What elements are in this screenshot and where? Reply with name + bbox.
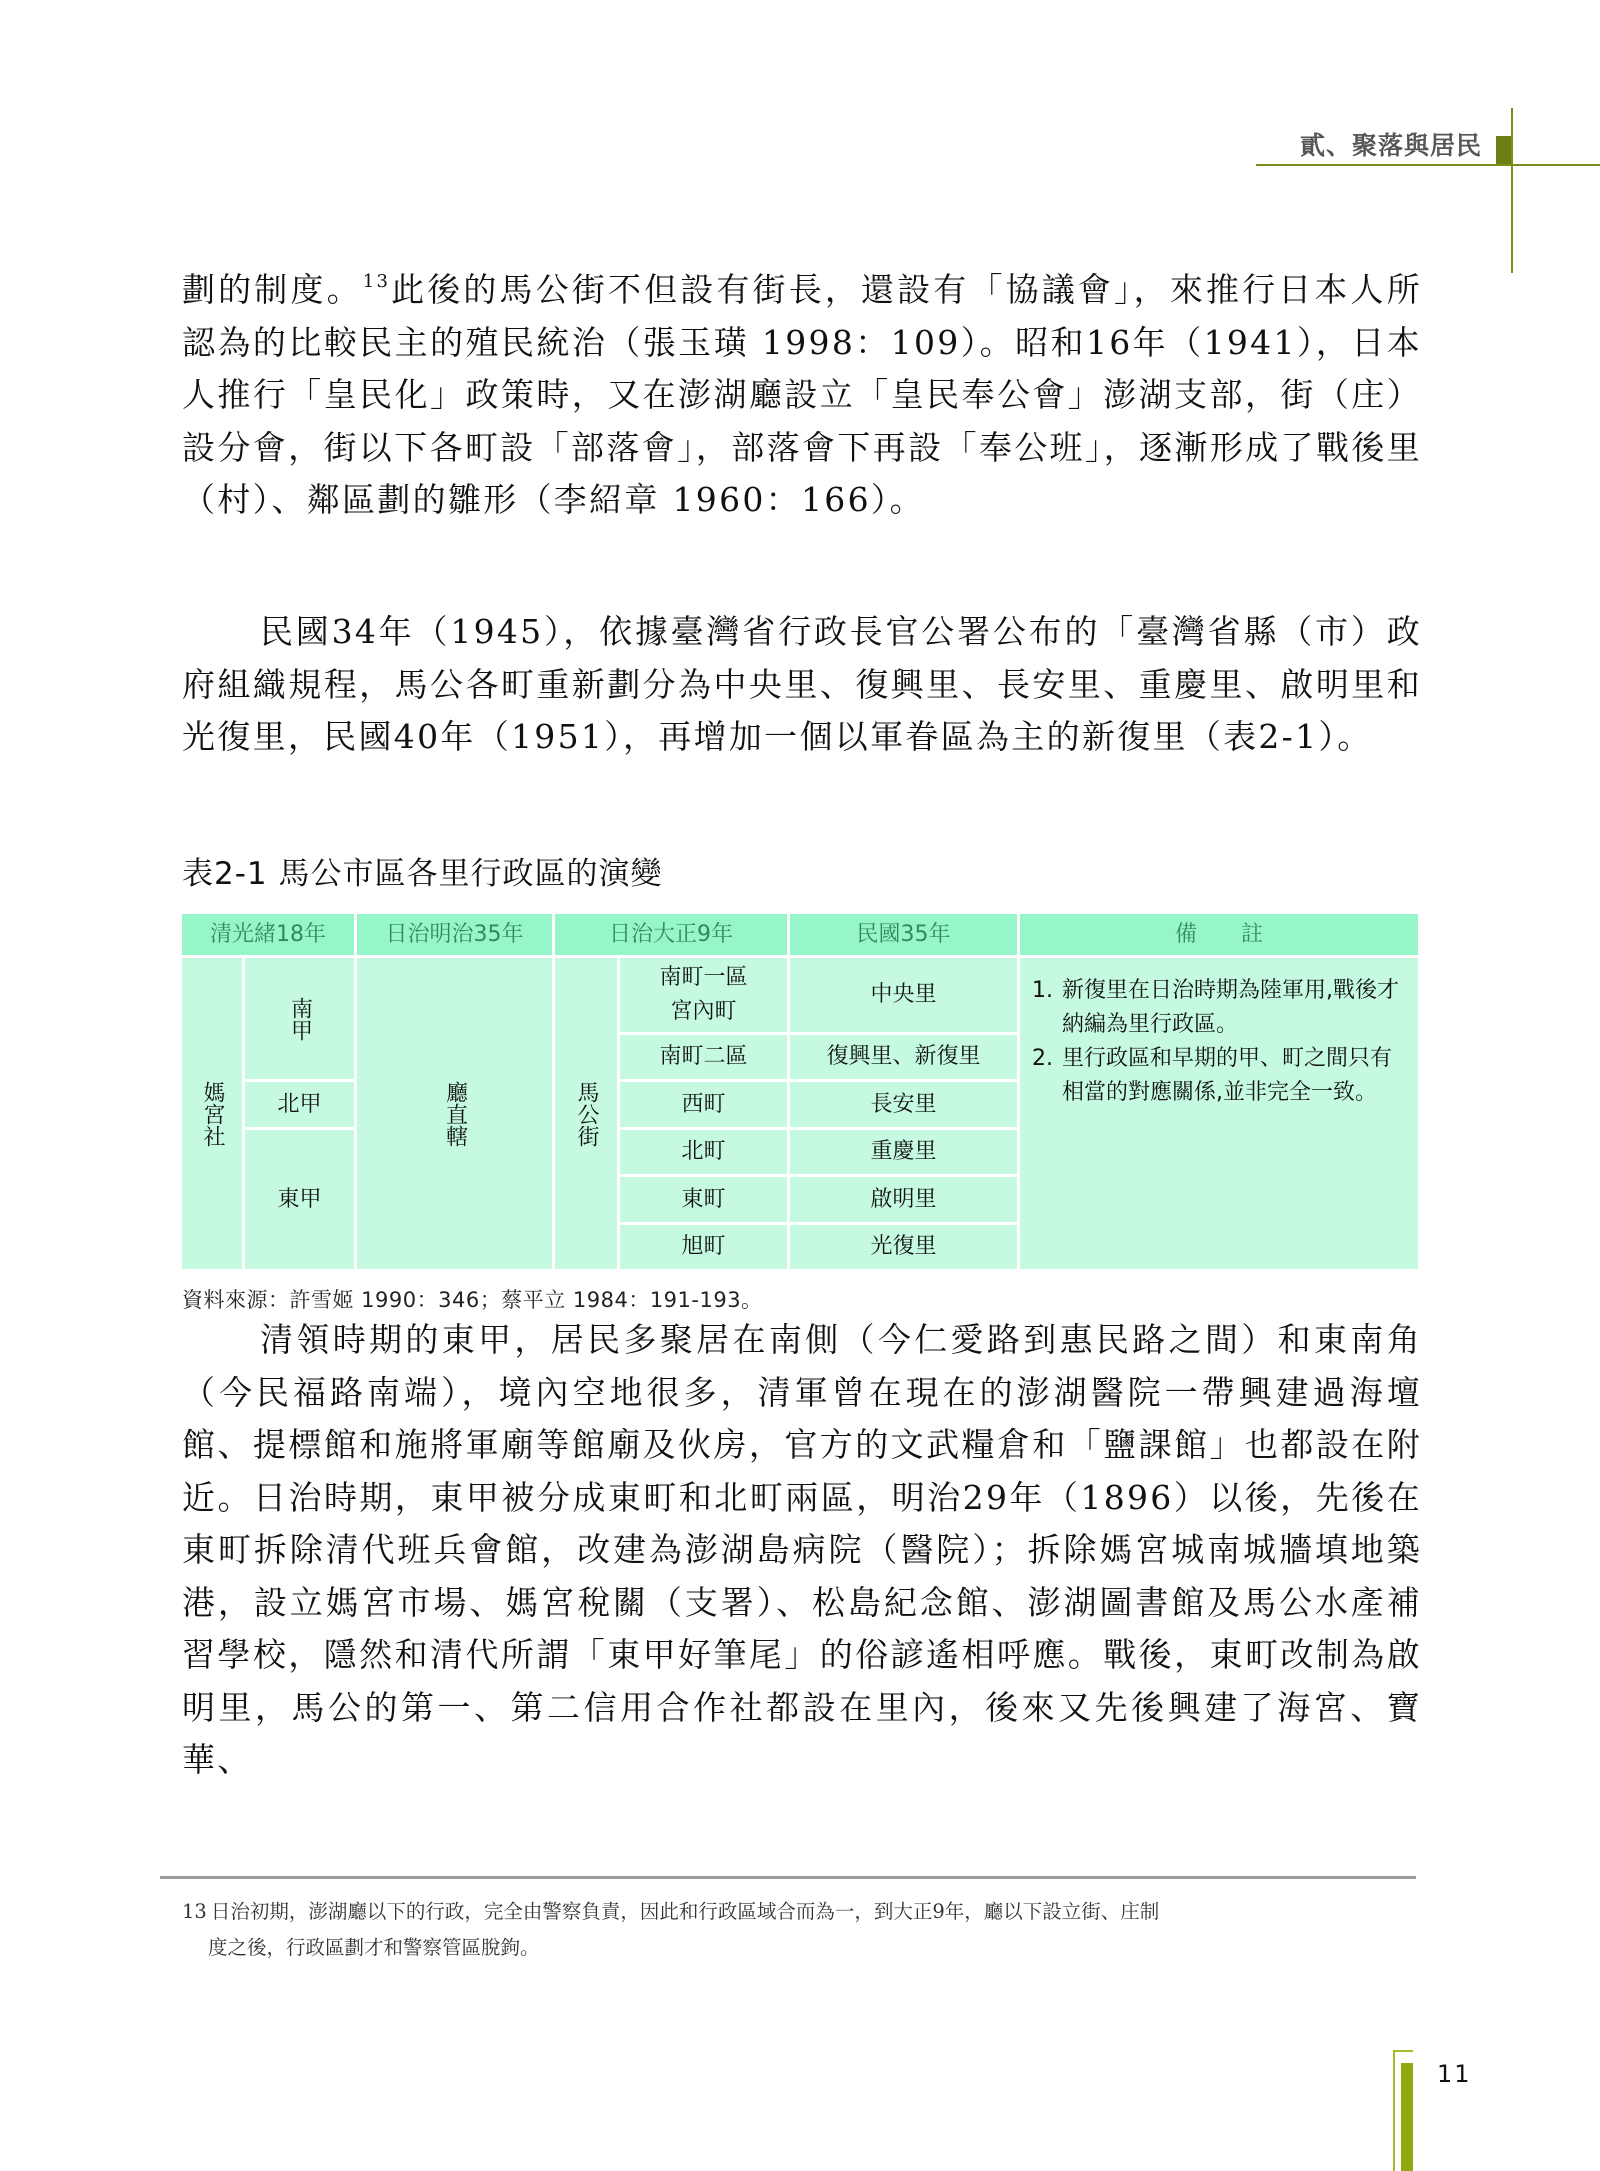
paragraph-3: 清領時期的東甲，居民多聚居在南側（今仁愛路到惠民路之間）和東南角（今民福路南端），境內空地很多，清軍曾在現在的澎湖醫院一帶興建過海壇館、提標館和施將軍廟等館廟及伙房，官方的文武糧倉和「鹽課館」也都設在附近。日治時期，東甲被分成東町和北町兩區，明治29年（1896）以後，先後在東町拆除清代班兵會館，改建為澎湖島病院（醫院）；拆除媽宮城南城牆填地築港，設立媽宮市場、媽宮稅關（支署）、松島紀念館、澎湖圖書館及馬公水產補習學校，隱然和清代所謂「東甲好筆尾」的俗諺遙相呼應。戰後，東町改制為啟明里，馬公的第一、第二信用合作社都設在里內，後來又先後興建了海宮、寶華、 xyxy=(182,1320,1422,1779)
machi-1-line-1: 南町一區 xyxy=(659,965,748,990)
cell-qing-jia-north: 北甲 xyxy=(245,1082,357,1130)
paragraph-2: 民國34年（1945），依據臺灣省行政長官公署公布的「臺灣省縣（市）政府組織規程，馬公各町重新劃分為中央里、復興里、長安里、重慶里、啟明里和光復里，民國40年（1951），再增加一個以軍眷區為主的新復里（表2-1）。 xyxy=(182,612,1422,756)
cell-qing-she xyxy=(182,958,245,1272)
table-header-minguo: 民國35年 xyxy=(790,914,1020,958)
cell-machi-6: 旭町 xyxy=(620,1225,790,1272)
meiji-label: 廳直轄 xyxy=(442,1080,468,1147)
cell-li-3: 長安里 xyxy=(790,1082,1020,1130)
cell-machi-3: 西町 xyxy=(620,1082,790,1130)
cell-li-2: 復興里、新復里 xyxy=(790,1035,1020,1082)
page-number-outline xyxy=(1393,2050,1395,2171)
table-source: 資料來源：許雪姬 1990：346；蔡平立 1984：191-193。 xyxy=(182,1288,763,1312)
cell-li-6: 光復里 xyxy=(790,1225,1020,1272)
cell-taisho-jie xyxy=(555,958,620,1272)
footnote-text-line-2: 度之後，行政區劃才和警察管區脫鉤。 xyxy=(208,1936,540,1959)
table-title: 表2-1 馬公市區各里行政區的演變 xyxy=(182,856,663,892)
note-item-1: 1. 新復里在日治時期為陸軍用,戰後才納編為里行政區。 xyxy=(1060,974,1408,1042)
table-header-notes: 備 註 xyxy=(1020,914,1418,958)
notes-list xyxy=(1032,974,1408,1110)
header-accent-block xyxy=(1496,136,1512,166)
page-number-outline-top xyxy=(1393,2050,1413,2052)
note-item-2: 2. 里行政區和早期的甲、町之間只有相當的對應關係,並非完全一致。 xyxy=(1060,1042,1408,1110)
cell-machi-1 xyxy=(620,958,790,1035)
cell-machi-5: 東町 xyxy=(620,1177,790,1225)
cell-qing-jia-east: 東甲 xyxy=(245,1130,357,1272)
machi-1-line-2: 宮內町 xyxy=(670,999,737,1024)
admin-evolution-table xyxy=(182,914,1418,1272)
footnote-ref-13[interactable]: 13 xyxy=(362,271,391,292)
table-header-taisho: 日治大正9年 xyxy=(555,914,790,958)
page-number: 11 xyxy=(1437,2060,1472,2088)
running-header-title: 貳、聚落與居民 xyxy=(1299,131,1482,160)
cell-meiji xyxy=(357,958,555,1272)
cell-notes xyxy=(1020,958,1418,1272)
qing-jia-south-label: 南甲 xyxy=(287,996,313,1041)
paragraph-1-rest: 此後的馬公街不但設有街長，還設有「協議會」，來推行日本人所認為的比較民主的殖民統治（張玉璜 1998：109）。昭和16年（1941），日本人推行「皇民化」政策時，又在澎湖廳設立「皇民奉公會」澎湖支部，街（庄）設分會，街以下各町設「部落會」，部落會下再設「奉公班」，逐漸形成了戰後里（村）、鄰區劃的雛形（李紹章 1960：166）。 xyxy=(182,270,1422,519)
header-rule-vertical xyxy=(1511,108,1513,273)
footnote-number: 13 xyxy=(182,1900,207,1923)
cell-qing-jia-south xyxy=(245,958,357,1082)
cell-li-5: 啟明里 xyxy=(790,1177,1020,1225)
taisho-jie-label: 馬公街 xyxy=(574,1080,599,1147)
cell-li-1: 中央里 xyxy=(790,958,1020,1035)
paragraph-1 xyxy=(182,264,1422,527)
table-header-meiji: 日治明治35年 xyxy=(357,914,555,958)
table-header-qing: 清光緒18年 xyxy=(182,914,357,958)
footnote-text-line-1: 日治初期，澎湖廳以下的行政，完全由警察負責，因此和行政區域合而為一，到大正9年，廳以下設立街、庄制 xyxy=(210,1900,1160,1923)
cell-machi-2: 南町二區 xyxy=(620,1035,790,1082)
cell-machi-4: 北町 xyxy=(620,1130,790,1177)
footnote-13 xyxy=(182,1894,1418,1966)
cell-li-4: 重慶里 xyxy=(790,1130,1020,1177)
paragraph-1-start: 劃的制度。 xyxy=(182,270,363,309)
qing-she-label: 媽宮社 xyxy=(200,1080,225,1147)
page-number-bar xyxy=(1401,2063,1413,2171)
header-rule-horizontal xyxy=(1256,164,1600,166)
footnote-divider xyxy=(160,1876,1416,1879)
